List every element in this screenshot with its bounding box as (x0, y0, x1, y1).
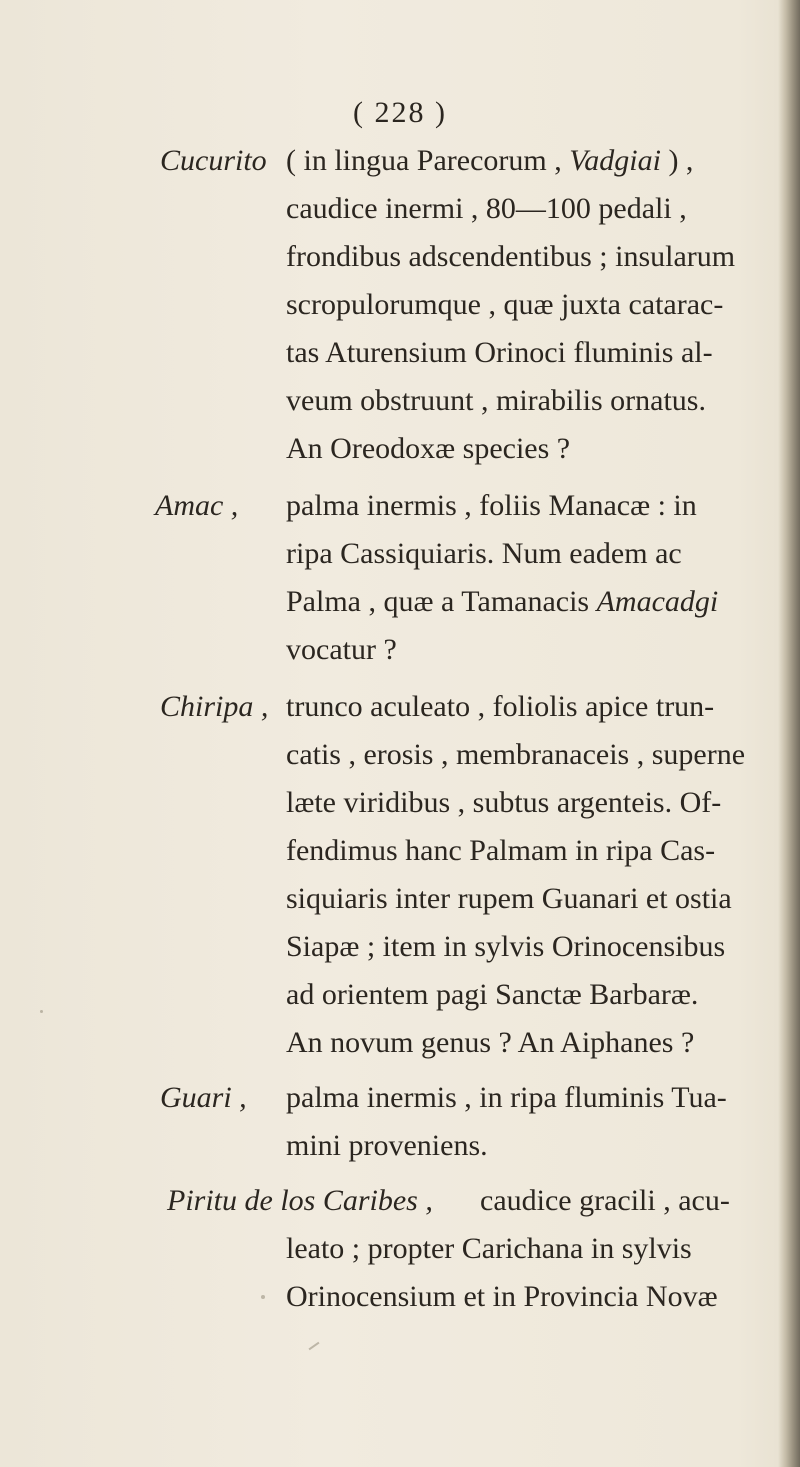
entry-line: mini proveniens. (286, 1129, 488, 1162)
entry-line: veum obstruunt , mirabilis ornatus. (286, 384, 706, 417)
entry-line: ripa Cassiquiaris. Num eadem ac (286, 537, 682, 570)
entry-line: frondibus adscendentibus ; insularum (286, 240, 736, 273)
entry-term: Chiripa , (160, 690, 269, 723)
entry-line: Palma , quæ a Tamanacis Amacadgi (286, 585, 719, 618)
entry-line: ad orientem pagi Sanctæ Barbaræ. (286, 978, 699, 1011)
entry-line: fendimus hanc Palmam in ripa Cas- (286, 834, 716, 867)
entry-line: catis , erosis , membranaceis , superne (286, 738, 746, 771)
entry-term: Cucurito (160, 144, 267, 177)
entry-line: Siapæ ; item in sylvis Orinocensibus (286, 930, 726, 963)
entry-line: An novum genus ? An Aiphanes ? (286, 1026, 695, 1059)
entry-line: trunco aculeato , foliolis apice trun- (286, 690, 715, 723)
entry-line: ( in lingua Parecorum , Vadgiai ) , (286, 144, 694, 177)
entry-line: palma inermis , in ripa fluminis Tua- (286, 1081, 727, 1114)
entry-line: caudice gracili , acu- (480, 1184, 730, 1217)
entry-line: læte viridibus , subtus argenteis. Of- (286, 786, 722, 819)
entry-line: leato ; propter Carichana in sylvis (286, 1232, 692, 1265)
entry-term: Amac , (155, 489, 239, 522)
ink-speck (261, 1295, 265, 1299)
entry-line: siquiaris inter rupem Guanari et ostia (286, 882, 732, 915)
entry-line: vocatur ? (286, 633, 397, 666)
entry-line: scropulorumque , quæ juxta catarac- (286, 288, 724, 321)
entry-line: tas Aturensium Orinoci fluminis al- (286, 336, 713, 369)
ink-speck (40, 1010, 43, 1013)
page-edge-shadow (778, 0, 800, 1467)
page-number: ( 228 ) (353, 96, 447, 129)
ink-mark (309, 1342, 320, 1351)
entry-line: An Oreodoxæ species ? (286, 432, 571, 465)
entry-term: Guari , (160, 1081, 247, 1114)
entry-term: Piritu de los Caribes , (167, 1184, 433, 1217)
entry-line: palma inermis , foliis Manacæ : in (286, 489, 697, 522)
entry-line: caudice inermi , 80—100 pedali , (286, 192, 687, 225)
entry-line: Orinocensium et in Provincia Novæ (286, 1280, 718, 1313)
